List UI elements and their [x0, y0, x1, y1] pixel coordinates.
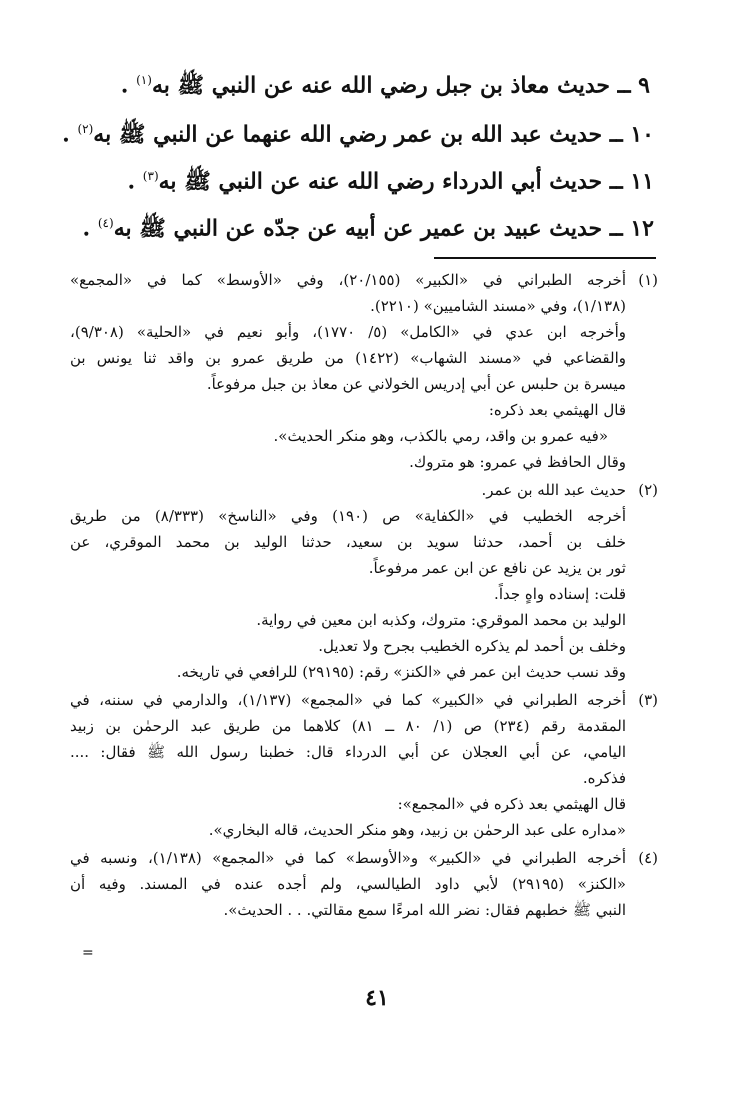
- hadith-end: .: [120, 72, 137, 99]
- footnote-line: اليامي، عن أبي العجلان عن أبي الدرداء قال: خطبنا رسول الله ﷺ فقال: ....: [70, 743, 626, 761]
- hadith-end: .: [82, 215, 98, 242]
- footnote-line: النبي ﷺ خطبهم فقال: نضر الله امرءًا سمع مقالتي. . . الحديث».: [223, 901, 626, 919]
- hadith-end: .: [127, 168, 143, 195]
- footnote-line: أخرجه الطبراني في «الكبير» (٢٠/١٥٥)، وفي «الأوسط» كما في «المجمع»: [70, 271, 626, 289]
- footnote-2: [70, 477, 658, 685]
- footnote-line: حديث عبد الله بن عمر.: [481, 481, 626, 499]
- footnote-quote: «فيه عمرو بن واقد، رمي بالكذب، وهو منكر الحديث».: [273, 427, 608, 445]
- footnote-separator: [434, 257, 656, 259]
- hadith-line-12: [80, 203, 654, 243]
- hadith-text: ١٠ ــ حديث عبد الله بن عمر رضي الله عنهما عن النبي ﷺ به: [93, 121, 654, 148]
- footnote-line: قلت: إسناده واهٍ جداً.: [494, 585, 626, 603]
- footnote-1: [70, 267, 658, 475]
- footnote-line: قال الهيثمي بعد ذكره:: [488, 401, 626, 419]
- footnote-line: وقال الحافظ في عمرو: هو متروك.: [409, 453, 626, 471]
- footnote-4: [70, 845, 658, 923]
- footnote-line: «الكنز» (٢٩١٩٥) لأبي داود الطيالسي، ولم أجده عنده في المسند. وفيه أن: [70, 875, 626, 893]
- hadith-line-10: [62, 109, 654, 149]
- hadith-line-11: [80, 156, 654, 196]
- footnote-quote: «مداره على عبد الرحمٰن بن زبيد، وهو منكر الحديث، قاله البخاري».: [208, 821, 626, 839]
- footnote-line: (١/١٣٨)، وفي «مسند الشاميين» (٢٢١٠).: [370, 297, 626, 315]
- footnote-line: وخلف بن أحمد لم يذكره الخطيب بجرح ولا تعديل.: [318, 637, 626, 655]
- footnote-line: خلف بن أحمد، حدثنا سويد بن سعيد، حدثنا الوليد بن محمد الموقري، عن: [70, 533, 626, 551]
- footnote-line: المقدمة رقم (٢٣٤) ص (١/ ٨٠ ــ ٨١) كلاهما من طريق عبد الرحمٰن بن زبيد: [70, 717, 627, 735]
- footnote-ref[interactable]: (٣): [142, 169, 159, 183]
- footnote-ref[interactable]: (٤): [97, 216, 114, 230]
- footnote-number: (٤): [638, 849, 658, 867]
- hadith-end: .: [62, 121, 78, 148]
- footnote-ref[interactable]: (١): [136, 73, 152, 87]
- footnote-number: (٣): [638, 691, 658, 709]
- footnote-line: ثور بن يزيد عن نافع عن ابن عمر مرفوعاً.: [368, 559, 626, 577]
- margin-mark: =: [82, 945, 94, 961]
- hadith-line-9: [80, 60, 650, 100]
- footnote-line: وقد نسب حديث ابن عمر في «الكنز» رقم: (٢٩١٩٥) للرافعي في تاريخه.: [176, 663, 626, 681]
- hadith-text: ٩ ــ حديث معاذ بن جبل رضي الله عنه عن النبي ﷺ به: [151, 72, 650, 99]
- footnote-line: ميسرة بن حلبس عن أبي إدريس الخولاني عن معاذ بن جبل مرفوعاً.: [206, 375, 626, 393]
- hadith-text: ١١ ــ حديث أبي الدرداء رضي الله عنه عن النبي ﷺ به: [158, 168, 654, 195]
- page-number: ٤١: [365, 985, 389, 1011]
- footnote-line: قال الهيثمي بعد ذكره في «المجمع»:: [397, 795, 626, 813]
- footnote-line: الوليد بن محمد الموقري: متروك، وكذبه ابن معين في رواية.: [256, 611, 626, 629]
- footnote-line: وأخرجه ابن عدي في «الكامل» (٥/ ١٧٧٠)، وأبو نعيم في «الحلية» (٩/٣٠٨)،: [70, 323, 626, 341]
- footnote-number: (٢): [638, 481, 658, 499]
- footnotes: [70, 265, 658, 923]
- footnote-line: أخرجه الطبراني في «الكبير» و«الأوسط» كما في «المجمع» (١/١٣٨)، ونسبه في: [70, 849, 626, 867]
- footnote-line: أخرجه الخطيب في «الكفاية» ص (١٩٠) وفي «الناسخ» (٨/٣٣٣) من طريق: [70, 507, 626, 525]
- footnote-ref[interactable]: (٢): [77, 122, 94, 136]
- footnote-number: (١): [638, 271, 658, 289]
- footnote-3: [70, 687, 658, 843]
- hadith-text: ١٢ ــ حديث عبيد بن عمير عن أبيه عن جدّه عن النبي ﷺ به: [113, 215, 654, 242]
- footnote-line: أخرجه الطبراني في «الكبير» كما في «المجمع» (١/١٣٧)، والدارمي في سننه، في: [70, 691, 626, 709]
- footnote-line: فذكره.: [582, 769, 626, 787]
- footnote-line: والقضاعي في «مسند الشهاب» (١٤٢٢) من طريق عمرو بن واقد ثنا يونس بن: [70, 349, 626, 367]
